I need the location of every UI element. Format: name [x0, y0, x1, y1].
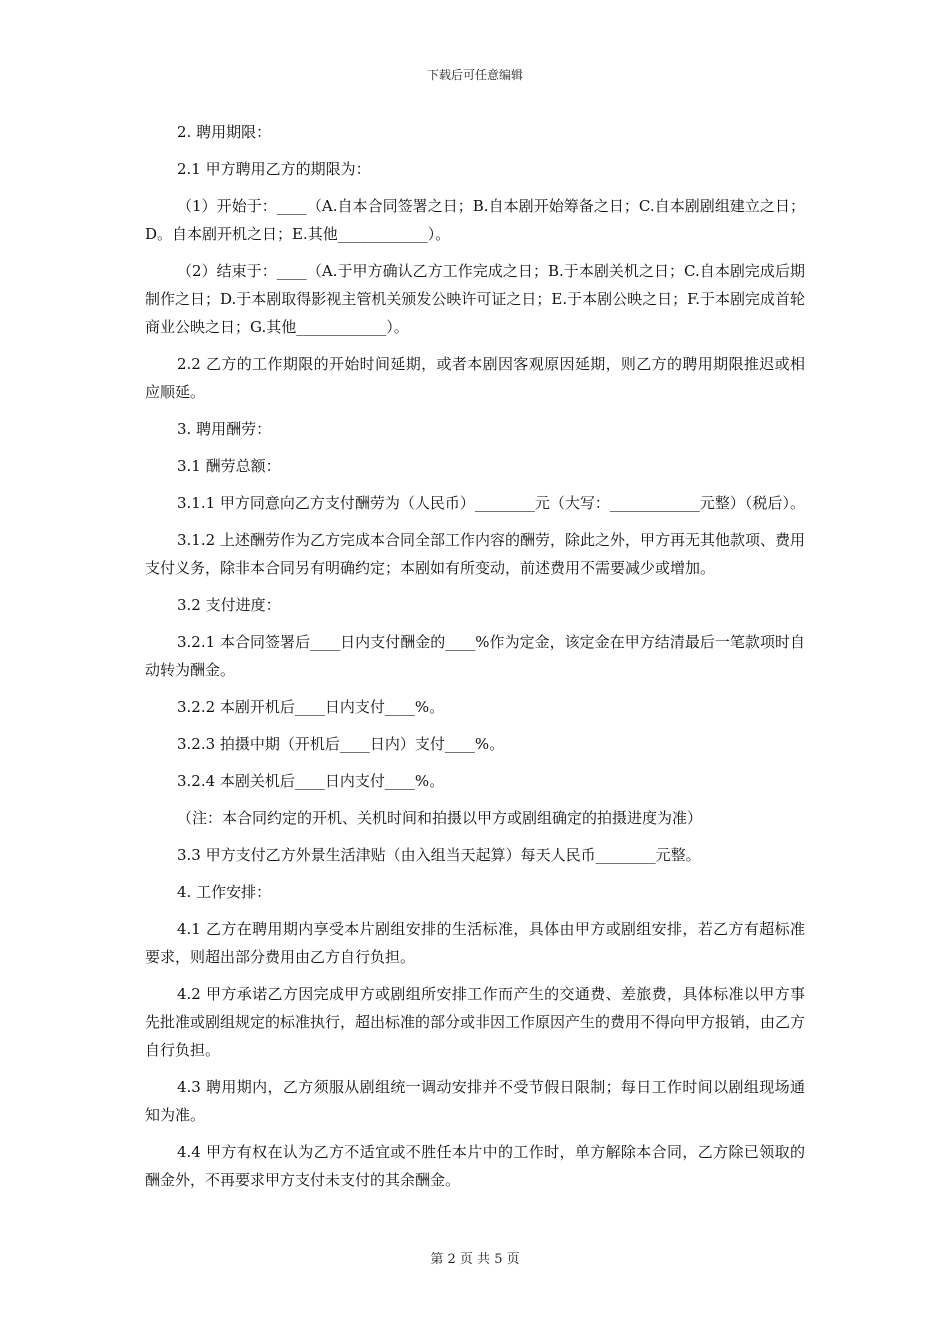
- page-header: 下载后可任意编辑: [426, 68, 523, 82]
- clause-3-2-4: 3.2.4 本剧关机后____日内支付____%。: [177, 772, 445, 790]
- section-heading-pay: 3. 聘用酬劳：: [177, 420, 272, 438]
- clause-2-1-start: （1）开始于：____（A.自本合同签署之日；B.自本剧开始筹备之日；C.自本剧剧组建立之日；D。自本剧开机之日；E.其他____________）。: [145, 197, 805, 243]
- clause-2-1-end: （2）结束于：____（A.于甲方确认乙方工作完成之日；B.于本剧关机之日；C.自本剧完成后期制作之日；D.于本剧取得影视主管机关颁发公映许可证之日；E.于本剧公映之日；F.于本剧完成首轮商业公映之日；G.其他____________）。: [145, 262, 805, 336]
- note-paragraph: （注：本合同约定的开机、关机时间和拍摄以甲方或剧组确定的拍摄进度为准）: [177, 809, 703, 827]
- clause-3-2-1: 3.2.1 本合同签署后____日内支付酬金的____%作为定金，该定金在甲方结清最后一笔款项时自动转为酬金。: [145, 633, 805, 679]
- clause-4-4: 4.4 甲方有权在认为乙方不适宜或不胜任本片中的工作时，单方解除本合同，乙方除已领取的酬金外，不再要求甲方支付未支付的其余酬金。: [145, 1143, 805, 1189]
- clause-3-2-3: 3.2.3 拍摄中期（开机后____日内）支付____%。: [177, 735, 505, 753]
- clause-3-2: 3.2 支付进度：: [177, 596, 281, 614]
- clause-3-1-2: 3.1.2 上述酬劳作为乙方完成本合同全部工作内容的酬劳，除此之外，甲方再无其他款项、费用支付义务，除非本合同另有明确约定；本剧如有所变动，前述费用不需要减少或增加。: [145, 531, 805, 577]
- clause-3-1-1: 3.1.1 甲方同意向乙方支付酬劳为（人民币）________元（大写：____________元整）（税后）。: [177, 494, 805, 512]
- section-heading-work: 4. 工作安排：: [177, 883, 272, 901]
- clause-3-1: 3.1 酬劳总额：: [177, 457, 281, 475]
- clause-3-2-2: 3.2.2 本剧开机后____日内支付____%。: [177, 698, 445, 716]
- clause-3-3: 3.3 甲方支付乙方外景生活津贴（由入组当天起算）每天人民币________元整。: [177, 846, 701, 864]
- clause-2-2: 2.2 乙方的工作期限的开始时间延期，或者本剧因客观原因延期，则乙方的聘用期限推迟或相应顺延。: [145, 355, 805, 401]
- clause-2-1: 2.1 甲方聘用乙方的期限为：: [177, 160, 371, 178]
- clause-4-1: 4.1 乙方在聘用期内享受本片剧组安排的生活标准，具体由甲方或剧组安排，若乙方有超标准要求，则超出部分费用由乙方自行负担。: [145, 920, 805, 966]
- section-heading-term: 2. 聘用期限：: [177, 123, 272, 141]
- document-body: [145, 118, 805, 1203]
- clause-4-3: 4.3 聘用期内，乙方须服从剧组统一调动安排并不受节假日限制；每日工作时间以剧组现场通知为准。: [145, 1078, 805, 1124]
- page-footer: 第 2 页 共 5 页: [430, 1252, 520, 1267]
- clause-4-2: 4.2 甲方承诺乙方因完成甲方或剧组所安排工作而产生的交通费、差旅费，具体标准以甲方事先批准或剧组规定的标准执行，超出标准的部分或非因工作原因产生的费用不得向甲方报销，由乙方自行负担。: [145, 985, 806, 1059]
